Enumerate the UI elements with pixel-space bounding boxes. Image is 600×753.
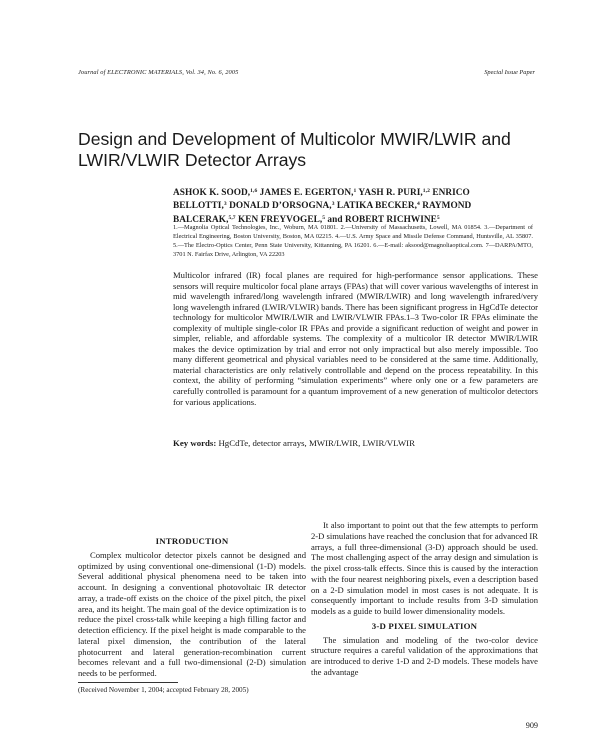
author-5: DONALD D’ORSOGNA,$^3$: [226, 201, 335, 212]
introduction-heading: INTRODUCTION: [155, 536, 229, 546]
special-issue-label: Special Issue Paper: [484, 69, 535, 76]
right-column: [311, 520, 538, 678]
author-4: ENRICO BELLOTTI,$^3$: [173, 188, 470, 212]
introduction-paragraph: Complex multicolor detector pixels cannot be designed and optimized by using conventional one-dimensional (1-D) models. Several additional physical phenomena need to be taken into account. In designing a conventional photovoltaic IR detector array, a trade-off exists on the choice of the pixel pitch, the pixel area, and its height. The main goal of the device optimization is to reduce the pixel cross-talk while keeping a high filling factor and detection efficiency. If the pixel height is made comparable to the lateral pixel dimension, the contribution of the lateral photocurrent and lateral generation-recombination current becomes relevant and a full two-dimensional (2-D) simulation needs to be performed.: [78, 549, 306, 678]
author-7: RAYMOND BALCERAK,$^{5,7}$: [173, 201, 472, 225]
author-1: ASHOK K. SOOD,$^{1,6}$: [173, 188, 258, 198]
author-3: YASH R. PURI,$^{1,2}$: [356, 188, 430, 198]
page-number: 909: [525, 721, 538, 730]
author-8: KEN FREYVOGEL,$^5$: [235, 214, 326, 225]
received-footnote: (Received November 1, 2004; accepted February 28, 2005): [78, 686, 249, 694]
keywords-text: HgCdTe, detector arrays, MWIR/LWIR, LWIR/VLWIR: [216, 438, 415, 448]
keywords: [173, 438, 538, 449]
author-9: and ROBERT RICHWINE$^5$: [325, 214, 440, 225]
author-2: JAMES E. EGERTON,$^1$: [257, 188, 357, 198]
journal-header: Journal of ELECTRONIC MATERIALS, Vol. 34, No. 6, 2005: [78, 69, 239, 76]
affiliations: 1.—Magnolia Optical Technologies, Inc., Woburn, MA 01801. 2.—University of Massachusetts, Lowell, MA 01854. 3.—Department of Electrical Engineering, Boston University, Boston, MA 02215. 4.—U.S. Army Space and Missile Defense Command, Huntsville, AL 35807. 5.—The Electro-Optics Center, Penn State University, Kittanning, PA 16201. 6.—E-mail: aksood@magnoliaoptical.com. 7—DARPA/MTO, 3701 N. Fairfax Drive, Arlington, VA 22203: [173, 224, 533, 259]
footnote-divider: [78, 682, 178, 683]
author-list: [173, 186, 473, 226]
right-paragraph: It also important to point out that the few attempts to perform 2-D simulations have reached the conclusion that for advanced IR arrays, a full three-dimensional (3-D) approach should be used. The most challenging aspect of the array design and simulation is the pixel cross-talk effects. Since this is caused by the interaction with the four nearest neighboring pixels, even a description based on a 2-D simulation model in most cases is not adequate. It is consequently important to include results from 3-D simulation models as a guide to build lower dimensionality models.: [311, 520, 538, 616]
left-column: [78, 536, 306, 679]
author-6: LATIKA BECKER,$^4$: [334, 201, 420, 212]
keywords-label: Key words:: [173, 438, 217, 448]
paper-title: Design and Development of Multicolor MWIR/LWIR and LWIR/VLWIR Detector Arrays: [78, 129, 511, 170]
pixel-simulation-paragraph: The simulation and modeling of the two-color device structure requires a careful validation of the approximations that are introduced to derive 1-D and 2-D models. These models have the advantage: [311, 634, 538, 677]
abstract: Multicolor infrared (IR) focal planes are required for high-performance sensor applications. These sensors will require multicolor focal plane arrays (FPAs) that will cover various wavelengths of interest in mid wavelength infrared/long wavelength infrared (MWIR/LWIR) and long wavelength infrared/very long wavelength infrared (LWIR/VLWIR) bands. There has been significant progress in HgCdTe detector technology for multicolor MWIR/LWIR and LWIR/VLWIR FPAs.1–3 Two-color IR FPAs eliminate the complexity of multiple single-color IR FPAs and provide a significant reduction of weight and power in simpler, reliable, and affordable systems. The complexity of a multicolor IR detector MWIR/LWIR makes the device optimization by trial and error not only impractical but also merely impossible. Too many different geometrical and physical variables need to be considered at the same time. Additionally, material characteristics are only relatively controllable and depend on the process repeatability. In this context, the ability of performing “simulation experiments” where only one or a few parameters are carefully controlled is paramount for a quantum improvement of a new generation of multicolor detectors for various applications.: [173, 270, 538, 407]
pixel-simulation-heading: 3-D PIXEL SIMULATION: [371, 620, 478, 631]
